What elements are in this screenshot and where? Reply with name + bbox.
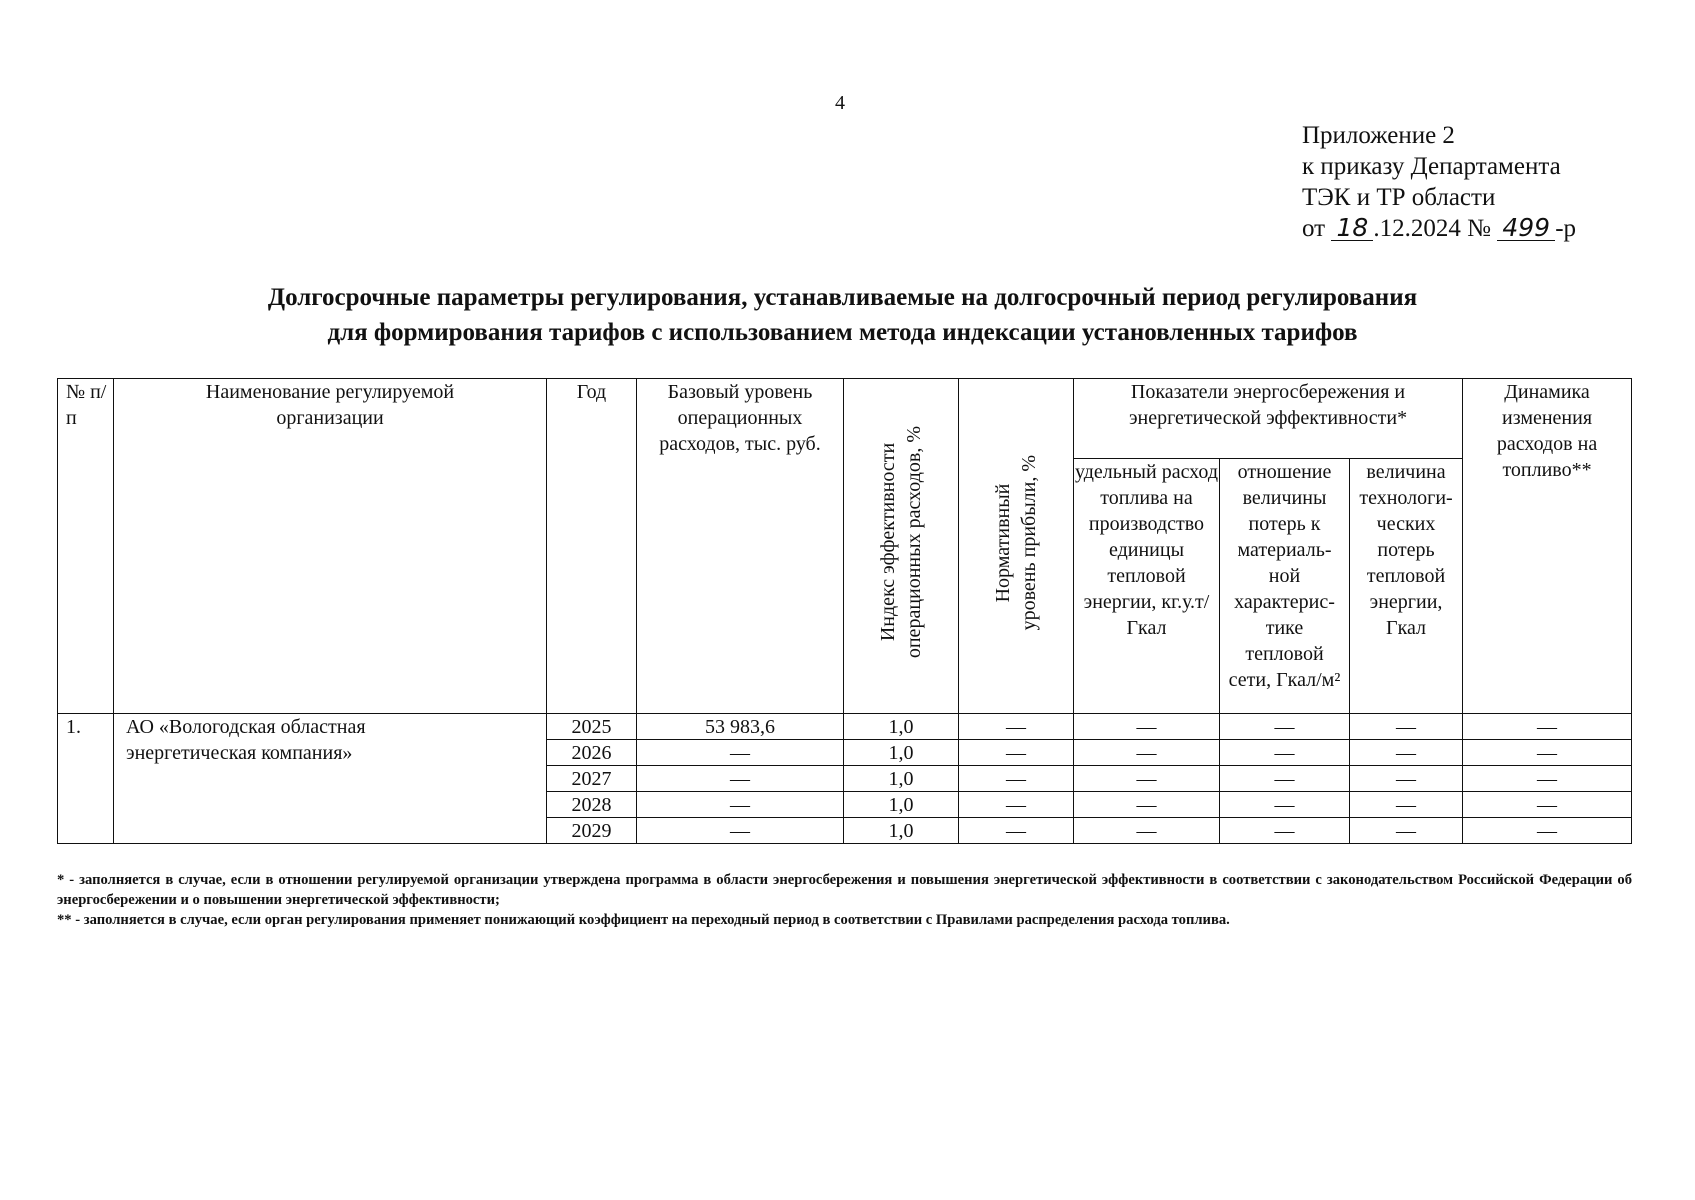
- cell-base: —: [637, 766, 844, 792]
- title-line-1: Долгосрочные параметры регулирования, устанавливаемые на долгосрочный период регулирования: [267, 284, 1418, 311]
- cell-index: 1,0: [844, 766, 959, 792]
- cell-base: —: [637, 818, 844, 844]
- cell-index: 1,0: [844, 740, 959, 766]
- cell-year: 2026: [547, 740, 637, 766]
- cell-index: 1,0: [844, 714, 959, 740]
- cell-ratio: —: [1220, 714, 1350, 740]
- appendix-date-line: [1302, 213, 1576, 244]
- parameters-table-wrap: [57, 378, 1631, 844]
- header-num: № п/п: [58, 379, 114, 714]
- cell-dynamics: —: [1463, 818, 1632, 844]
- footnotes: [57, 870, 1632, 930]
- cell-fuel: —: [1074, 792, 1220, 818]
- cell-tech: —: [1350, 714, 1463, 740]
- date-prefix: от: [1302, 215, 1326, 242]
- efficiency-index-label: Индекс эффективности операционных расходов, %: [877, 426, 925, 659]
- cell-dynamics: —: [1463, 766, 1632, 792]
- cell-base: —: [637, 792, 844, 818]
- cell-norm: —: [959, 740, 1074, 766]
- cell-dynamics: —: [1463, 792, 1632, 818]
- header-norm-profit: [959, 379, 1074, 714]
- handwritten-order-number: 499: [1497, 216, 1555, 241]
- cell-tech: —: [1350, 792, 1463, 818]
- cell-year: 2028: [547, 792, 637, 818]
- cell-index: 1,0: [844, 818, 959, 844]
- cell-ratio: —: [1220, 766, 1350, 792]
- cell-year: 2025: [547, 714, 637, 740]
- header-fuel-specific: удельный расход топлива на производство единицы тепловой энергии, кг.у.т/Гкал: [1074, 459, 1220, 714]
- appendix-line-1: Приложение 2: [1302, 122, 1455, 149]
- document-title: [60, 280, 1625, 350]
- parameters-table: [57, 378, 1632, 844]
- cell-fuel: —: [1074, 740, 1220, 766]
- header-year: Год: [547, 379, 637, 714]
- appendix-line-3: ТЭК и ТР области: [1302, 184, 1496, 211]
- order-suffix: -р: [1555, 215, 1577, 242]
- cell-norm: —: [959, 818, 1074, 844]
- table-row: [58, 714, 1632, 740]
- org-number: 1.: [58, 714, 114, 844]
- cell-base: 53 983,6: [637, 714, 844, 740]
- header-fuel-dynamics: Динамика изменения расходов на топливо**: [1463, 379, 1632, 714]
- cell-tech: —: [1350, 740, 1463, 766]
- cell-fuel: —: [1074, 818, 1220, 844]
- header-tech-losses: величина технологи-ческих потерь тепловой энергии, Гкал: [1350, 459, 1463, 714]
- cell-fuel: —: [1074, 714, 1220, 740]
- handwritten-day: 18: [1331, 216, 1373, 241]
- cell-tech: —: [1350, 766, 1463, 792]
- cell-norm: —: [959, 714, 1074, 740]
- title-line-2: для формирования тарифов с использованием метода индексации установленных тарифов: [327, 319, 1358, 346]
- cell-year: 2027: [547, 766, 637, 792]
- cell-fuel: —: [1074, 766, 1220, 792]
- header-loss-ratio: отношение величины потерь к материаль-ной характерис-тике тепловой сети, Гкал/м²: [1220, 459, 1350, 714]
- org-name: АО «Вологодская областная энергетическая компания»: [114, 714, 547, 844]
- cell-dynamics: —: [1463, 740, 1632, 766]
- cell-norm: —: [959, 766, 1074, 792]
- cell-ratio: —: [1220, 818, 1350, 844]
- date-rest: .12.2024 №: [1373, 215, 1491, 242]
- header-org-name: Наименование регулируемой организации: [114, 379, 547, 714]
- cell-base: —: [637, 740, 844, 766]
- appendix-line-2: к приказу Департамента: [1302, 153, 1561, 180]
- cell-ratio: —: [1220, 792, 1350, 818]
- appendix-block: [1302, 120, 1576, 244]
- header-energy-indicators: Показатели энергосбережения и энергетической эффективности*: [1074, 379, 1463, 459]
- norm-profit-label: Нормативный уровень прибыли, %: [992, 454, 1040, 631]
- cell-year: 2029: [547, 818, 637, 844]
- cell-index: 1,0: [844, 792, 959, 818]
- cell-norm: —: [959, 792, 1074, 818]
- page-number: 4: [835, 92, 845, 114]
- footnote-1: * - заполняется в случае, если в отношении регулируемой организации утверждена программа в области энергосбережения и повышения энергетической эффективности в соответствии с законодательством Российской Федерации об энергосбережении и о повышении энергетической эффективности;: [57, 872, 1632, 908]
- cell-tech: —: [1350, 818, 1463, 844]
- header-efficiency-index: [844, 379, 959, 714]
- cell-dynamics: —: [1463, 714, 1632, 740]
- header-base-level: Базовый уровень операционных расходов, тыс. руб.: [637, 379, 844, 714]
- footnote-2: ** - заполняется в случае, если орган регулирования применяет понижающий коэффициент на переходный период в соответствии с Правилами распределения расхода топлива.: [57, 912, 1230, 928]
- cell-ratio: —: [1220, 740, 1350, 766]
